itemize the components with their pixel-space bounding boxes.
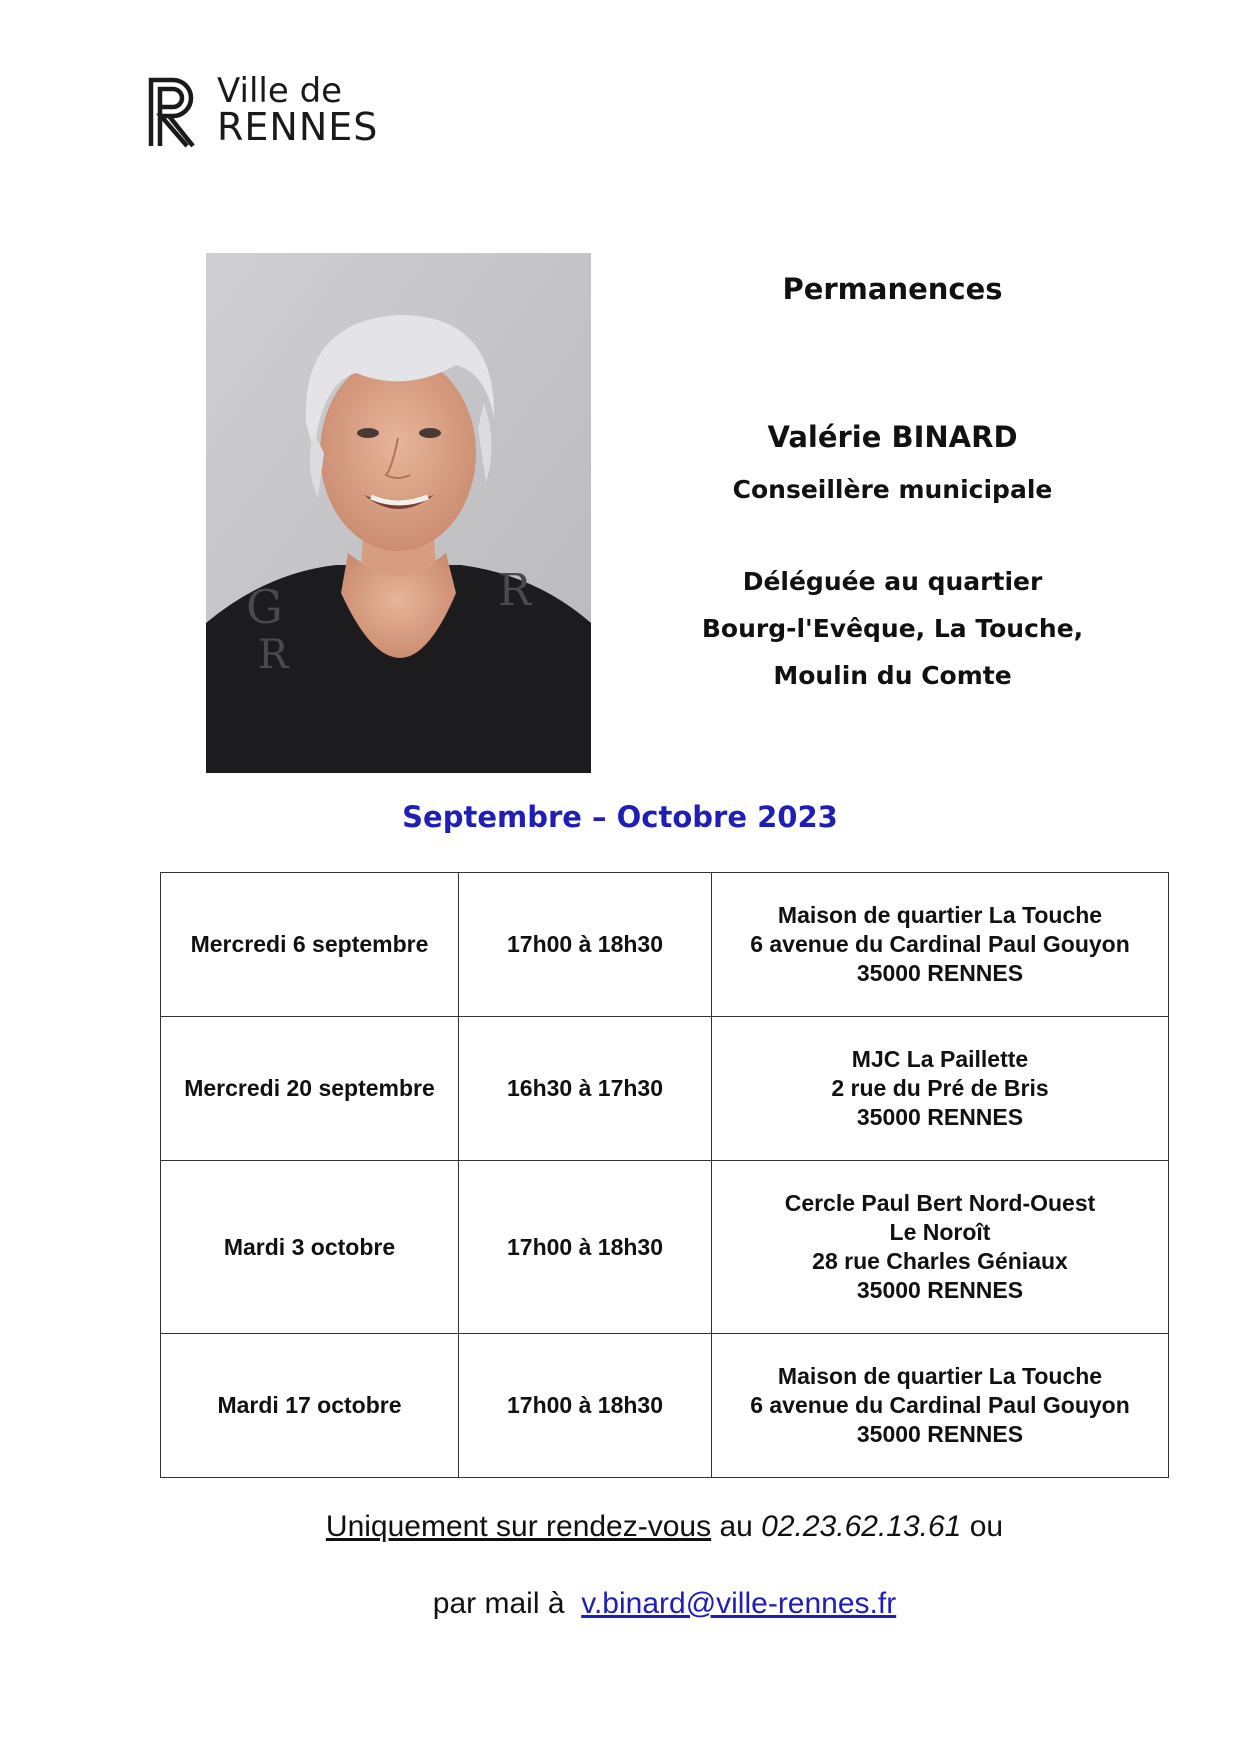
schedule-address: [712, 873, 1169, 1017]
schedule-day: Mercredi 6 septembre: [161, 873, 459, 1017]
svg-text:R: R: [498, 565, 532, 616]
ou-text: ou: [969, 1510, 1004, 1543]
schedule-time: 17h00 à 18h30: [459, 873, 712, 1017]
address-line: 35000 RENNES: [856, 1277, 1024, 1303]
logo-text: [217, 71, 379, 149]
svg-text:R: R: [258, 632, 289, 678]
schedule-time: 17h00 à 18h30: [459, 1334, 712, 1478]
delegation-line-3: Moulin du Comte: [773, 661, 1012, 690]
mail-prefix: par mail à: [432, 1587, 565, 1620]
logo-line-ville: Ville de: [217, 71, 343, 111]
councillor-role: Conseillère municipale: [732, 475, 1053, 504]
logo-line-rennes: RENNES: [217, 105, 379, 149]
rennes-r-logo-icon: [147, 76, 201, 148]
address-line: 2 rue du Pré de Bris: [831, 1075, 1049, 1101]
address-line: 35000 RENNES: [856, 960, 1024, 986]
delegation-line-1: Déléguée au quartier: [742, 567, 1043, 596]
portrait-photo: [206, 253, 591, 773]
table-row: [161, 1334, 1169, 1478]
schedule-time: 16h30 à 17h30: [459, 1017, 712, 1161]
email-line: [160, 1587, 1169, 1621]
portrait-illustration: [206, 253, 591, 773]
address-line: Cercle Paul Bert Nord-Ouest: [784, 1190, 1096, 1216]
schedule-address: [712, 1334, 1169, 1478]
address-line: Maison de quartier La Touche: [777, 1363, 1103, 1389]
period-heading: Septembre – Octobre 2023: [402, 800, 838, 834]
svg-text:G: G: [246, 580, 283, 634]
address-line: Maison de quartier La Touche: [777, 902, 1103, 928]
schedule-day: Mercredi 20 septembre: [161, 1017, 459, 1161]
table-row: [161, 873, 1169, 1017]
councillor-name: Valérie BINARD: [767, 420, 1018, 454]
schedule-table: [160, 872, 1169, 1478]
address-line: Le Noroît: [889, 1219, 991, 1245]
appointment-label: Uniquement sur rendez-vous: [325, 1510, 712, 1543]
ville-de-rennes-logo: [147, 71, 407, 149]
schedule-time: 17h00 à 18h30: [459, 1161, 712, 1334]
address-line: 6 avenue du Cardinal Paul Gouyon: [750, 931, 1130, 957]
address-line: MJC La Paillette: [851, 1046, 1029, 1072]
address-line: 6 avenue du Cardinal Paul Gouyon: [750, 1392, 1130, 1418]
schedule-day: Mardi 3 octobre: [161, 1161, 459, 1334]
delegation-line-2: Bourg-l'Evêque, La Touche,: [701, 614, 1084, 643]
address-line: 35000 RENNES: [856, 1104, 1024, 1130]
schedule-address: [712, 1017, 1169, 1161]
phone-number: 02.23.62.13.61: [761, 1510, 962, 1543]
appointment-line: [160, 1510, 1169, 1544]
au-text: au: [719, 1510, 753, 1543]
email-link[interactable]: v.binard@ville-rennes.fr: [581, 1587, 897, 1620]
page-title: Permanences: [782, 272, 1003, 306]
address-line: 35000 RENNES: [856, 1421, 1024, 1447]
address-line: 28 rue Charles Géniaux: [812, 1248, 1068, 1274]
schedule-address: [712, 1161, 1169, 1334]
table-row: [161, 1161, 1169, 1334]
table-row: [161, 1017, 1169, 1161]
schedule-day: Mardi 17 octobre: [161, 1334, 459, 1478]
